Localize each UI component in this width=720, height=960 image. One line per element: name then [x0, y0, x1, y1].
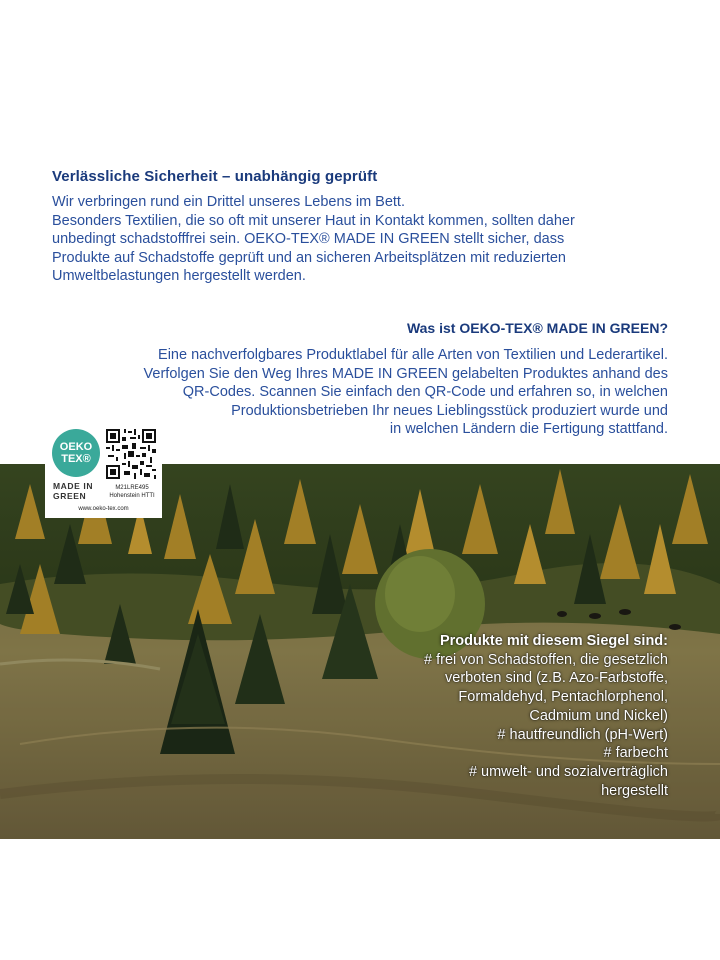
oeko-tex-logo [52, 429, 100, 477]
logo-text: OEKO [59, 441, 93, 453]
paragraph-line: Produkte auf Schadstoffe geprüft und an sicheren Arbeitsplätzen mit reduzierten [52, 249, 566, 266]
section-heading: Verlässliche Sicherheit – unabhängig geprüft [52, 168, 378, 185]
paragraph-line: Besonders Textilien, die so oft mit unserer Haut in Kontakt kommen, sollten daher [52, 212, 575, 229]
paragraph-line: Verfolgen Sie den Weg Ihres MADE IN GREEN gelabelten Produktes anhand des [143, 365, 668, 382]
seal-benefit-line: verboten sind (z.B. Azo-Farbstoffe, [445, 670, 668, 687]
label-line: MADE IN [53, 481, 94, 491]
made-in-green-text [53, 482, 93, 501]
code-line: M21LRE495 [115, 485, 149, 491]
paragraph-line: unbedingt schadstofffrei sein. OEKO-TEX® MADE IN GREEN stellt sicher, dass [52, 231, 565, 247]
seal-benefits-title: Produkte mit diesem Siegel sind: [439, 633, 668, 649]
label-line: GREEN [53, 490, 87, 501]
paragraph-line: Umweltbelastungen hergestellt werden. [52, 268, 306, 284]
paragraph-line: Produktionsbetrieben Ihr neues Lieblingsstück produziert wurde und [231, 402, 668, 419]
section-paragraph [52, 193, 672, 286]
seal-benefits-overlay [328, 632, 668, 800]
seal-benefit-line: Formaldehyd, Pentachlorphenol, [458, 689, 668, 706]
qr-code-icon[interactable] [106, 429, 156, 479]
paragraph-line: QR-Codes. Scannen Sie einfach den QR-Code und erfahren so, in welchen [182, 384, 668, 400]
seal-benefit-line: # hautfreundlich (pH-Wert) [497, 726, 668, 743]
seal-benefit-line: # farbecht [603, 745, 668, 762]
label-code [105, 484, 159, 500]
paragraph-line: in welchen Ländern die Fertigung stattfand. [389, 421, 668, 437]
paragraph-line: Eine nachverfolgbares Produktlabel für alle Arten von Textilien und Lederartikel. [158, 347, 668, 363]
seal-benefit-line: # frei von Schadstoffen, die gesetzlich [424, 651, 668, 668]
seal-benefit-line: hergestellt [601, 782, 668, 799]
oeko-tex-made-in-green-label [45, 424, 162, 518]
section-heading: Was ist OEKO-TEX® MADE IN GREEN? [406, 320, 668, 336]
seal-benefit-line: Cadmium und Nickel) [529, 707, 668, 724]
section-what-is-made-in-green [48, 320, 668, 439]
logo-text: TEX® [61, 453, 91, 465]
code-line: Hohenstein HTTI [109, 493, 155, 499]
oeko-tex-url: www.oeko-tex.com [78, 506, 129, 512]
paragraph-line: Wir verbringen rund ein Drittel unseres Lebens im Bett. [52, 194, 405, 210]
seal-benefit-line: # umwelt- und sozialverträglich [468, 763, 668, 780]
section-reliable-safety [52, 168, 672, 286]
